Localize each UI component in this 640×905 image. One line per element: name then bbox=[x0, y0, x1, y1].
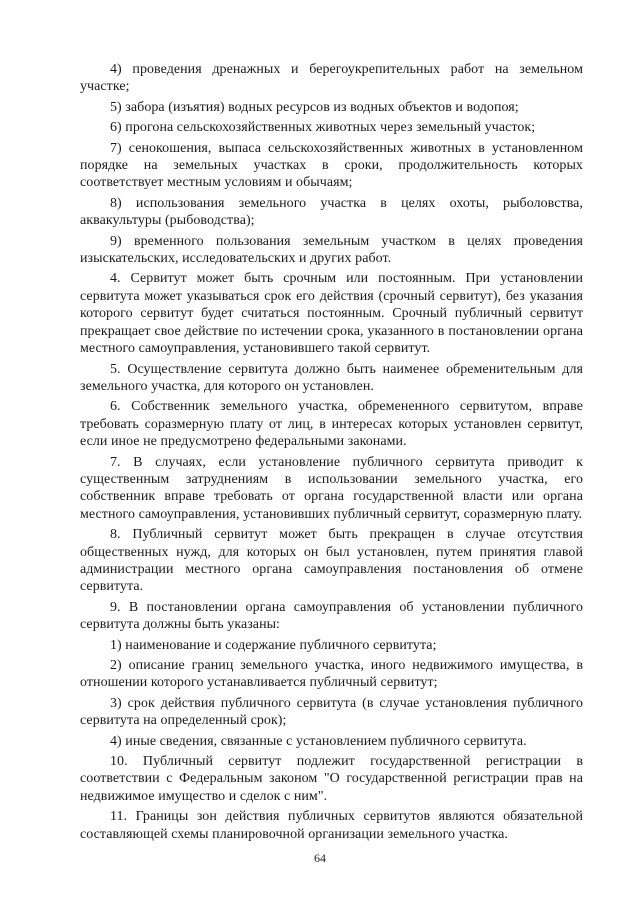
paragraph: 4. Сервитут может быть срочным или постоянным. При установлении сервитута может указываться срок его действия (срочный сервитут), без указания которого сервитут будет считаться постоянным. Срочный публичный сервитут прекращает свое действие по истечении срока, указанного в постановлении органа местного самоуправления, установившего такой сервитут. bbox=[80, 271, 583, 357]
paragraph: 5. Осуществление сервитута должно быть наименее обременительным для земельного участка, для которого он установлен. bbox=[80, 361, 583, 394]
paragraph: 6) прогона сельскохозяйственных животных через земельный участок; bbox=[110, 120, 536, 136]
paragraph: 9. В постановлении органа самоуправления об установлении публичного сервитута должны быть указаны: bbox=[80, 599, 583, 633]
document-page bbox=[80, 61, 583, 846]
paragraph: 6. Собственник земельного участка, обремененного сервитутом, вправе требовать соразмерную плату от лиц, в интересах которых установлен сервитут, если иное не предусмотрено федеральными законами. bbox=[80, 399, 583, 450]
paragraph: 2) описание границ земельного участка, иного недвижимого имущества, в отношении которого устанавливается публичный сервитут; bbox=[80, 658, 583, 691]
paragraph: 4) иные сведения, связанные с установлением публичного сервитута. bbox=[110, 733, 527, 749]
paragraph: 7. В случаях, если установление публичного сервитута приводит к существенным затруднениям в использовании земельного участка, его собственник вправе требовать от органа государственной власти или органа местного самоуправления, установивших публичный сервитут, соразмерную плату. bbox=[80, 454, 583, 522]
paragraph: 8) использования земельного участка в целях охоты, рыболовства, аквакультуры (рыбоводства); bbox=[80, 195, 583, 229]
paragraph: 1) наименование и содержание публичного сервитута; bbox=[110, 637, 437, 653]
page-number: 64 bbox=[314, 851, 326, 865]
paragraph: 8. Публичный сервитут может быть прекращен в случае отсутствия общественных нужд, для которых он был установлен, путем принятия главой администрации местного органа самоуправления постановления об отмене сервитута. bbox=[80, 527, 583, 595]
paragraph: 9) временного пользования земельным участком в целях проведения изыскательских, исследовательских и других работ. bbox=[80, 233, 583, 267]
paragraph: 4) проведения дренажных и берегоукрепительных работ на земельном участке; bbox=[80, 62, 583, 95]
paragraph: 5) забора (изъятия) водных ресурсов из водных объектов и водопоя; bbox=[110, 99, 519, 115]
paragraph: 7) сенокошения, выпаса сельскохозяйственных животных в установленном порядке на земельных участках в сроки, продолжительность которых соответствует местным условиям и обычаям; bbox=[80, 140, 583, 191]
paragraph: 3) срок действия публичного сервитута (в случае установления публичного сервитута на определенный срок); bbox=[80, 695, 583, 729]
paragraph: 10. Публичный сервитут подлежит государственной регистрации в соответствии с Федеральным законом "О государственной регистрации прав на недвижимое имущество и сделок с ним". bbox=[80, 754, 583, 804]
paragraph: 11. Границы зон действия публичных сервитутов являются обязательной составляющей схемы планировочной организации земельного участка. bbox=[80, 809, 583, 842]
